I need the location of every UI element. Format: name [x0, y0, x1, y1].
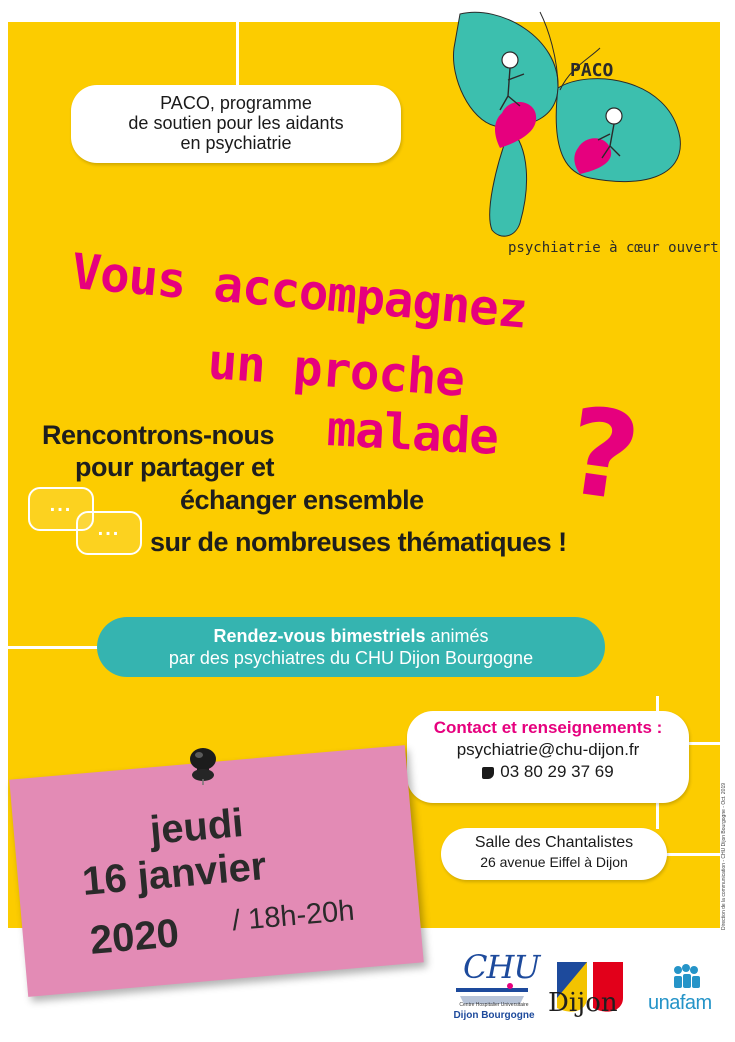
divider-line [8, 646, 98, 649]
subtitle-line-2: pour partager et [75, 452, 275, 482]
divider-line [236, 22, 239, 86]
subtitle-line-3: échanger ensemble [180, 485, 424, 515]
side-credit: Direction de la communication - CHU Dijon Bourgogne - Oct. 2019 [721, 782, 727, 930]
chat-bubble-icon [76, 511, 142, 555]
banner-line-1 [97, 625, 605, 647]
date-separator: / [230, 904, 242, 938]
paco-tagline: psychiatrie à cœur ouvert [508, 240, 719, 256]
chu-logo-small: Centre Hospitalier Universitaire [459, 1002, 529, 1008]
unafam-logo-word: unafam [648, 992, 712, 1014]
headline-line-3: malade [325, 400, 500, 466]
venue-address: 26 avenue Eiffel à Dijon [480, 854, 628, 870]
contact-phone[interactable]: 03 80 29 37 69 [500, 762, 614, 781]
banner-bold: Rendez-vous bimestriels [213, 626, 426, 646]
paco-butterfly-logo [440, 8, 690, 243]
contact-phone-row [407, 761, 689, 783]
headline-line-1: Vous accompagnez [69, 243, 529, 340]
chu-logo-name: Dijon Bourgogne [453, 1010, 535, 1021]
banner-line-2: par des psychiatres du CHU Dijon Bourgogne [168, 648, 534, 668]
intro-line: PACO, programme [160, 93, 312, 113]
divider-line [688, 742, 720, 745]
divider-line [666, 853, 720, 856]
date-year: 2020 [88, 911, 181, 963]
date-date: 16 janvier [80, 844, 269, 904]
dijon-logo-word: Dijon [548, 988, 618, 1018]
date-day: jeudi [148, 801, 246, 853]
contact-email[interactable]: psychiatrie@chu-dijon.fr [456, 740, 640, 759]
venue-box [441, 828, 667, 880]
subtitle-line-1: Rencontrons-nous [42, 420, 274, 450]
chat-dots: ... [97, 518, 121, 540]
intro-line: de soutien pour les aidants [128, 113, 344, 133]
paco-logo-name: PACO [570, 60, 614, 81]
contact-box [407, 711, 689, 803]
contact-title: Contact et renseignements : [433, 718, 663, 737]
headline-line-2: un proche [206, 333, 466, 408]
chat-dots: ... [49, 494, 73, 516]
push-pin-icon [183, 745, 223, 785]
divider-line [656, 696, 659, 712]
meeting-banner [97, 617, 605, 677]
question-mark: ? [558, 381, 648, 530]
venue-name: Salle des Chantalistes [474, 834, 634, 851]
intro-box [71, 85, 401, 163]
subtitle-line-4: sur de nombreuses thématiques ! [150, 527, 567, 557]
date-time: 18h-20h [246, 894, 356, 936]
banner-rest: animés [425, 626, 489, 646]
intro-line: en psychiatrie [180, 133, 292, 153]
phone-icon [482, 767, 494, 779]
chu-logo-letters: CHU [463, 948, 540, 986]
divider-line [656, 802, 659, 829]
